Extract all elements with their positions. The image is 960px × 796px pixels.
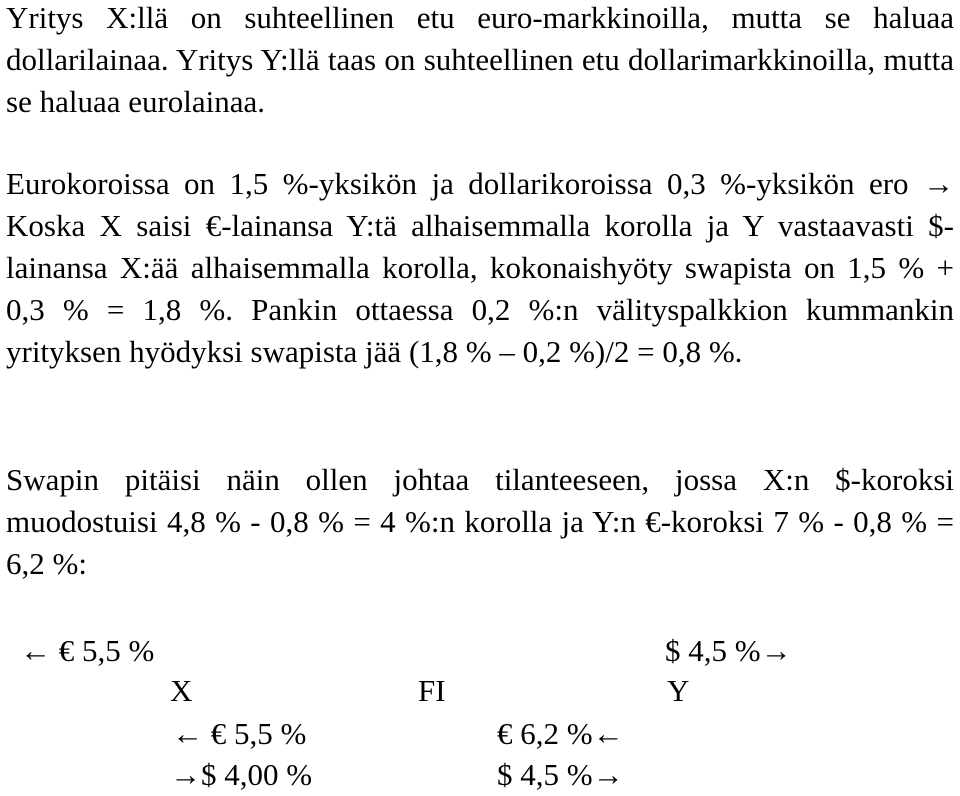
paragraph-swap-outcome: Swapin pitäisi näin ollen johtaa tilanteeseen, jossa X:n $-koroksi muodostuisi 4,8 % - 0,8 % = 4 %:n korolla ja Y:n €-koroksi 7 % - 0,8 % = 6,2 %:: [6, 462, 954, 581]
paragraph-interest-difference: Eurokoroissa on 1,5 %-yksikön ja dollarikoroissa 0,3 %-yksikön ero → Koska X saisi €-lainansa Y:tä alhaisemmalla korolla ja Y vastaavasti $-lainansa X:ää alhaisemmalla korolla, kokonaishyöty swapista on 1,5 % + 0,3 % = 1,8 %. Pankin ottaessa 0,2 %:n välityspalkkion kummankin yrityksen hyödyksi swapista jää (1,8 % – 0,2 %)/2 = 0,8 %.: [6, 166, 954, 369]
x-external-euro-rate: ← € 5,5 %: [20, 633, 155, 668]
y-external-dollar-rate: $ 4,5 %→: [665, 633, 792, 668]
y-to-fi-dollar-rate: $ 4,5 %→: [497, 757, 624, 792]
intermediary-label: FI: [418, 673, 446, 708]
party-y-label: Y: [667, 673, 690, 708]
fi-to-x-dollar-rate: →$ 4,00 %: [170, 757, 313, 792]
fi-to-y-euro-rate: € 6,2 %←: [497, 716, 624, 751]
paragraph-comparative-advantage: Yritys X:llä on suhteellinen etu euro-markkinoilla, mutta se haluaa dollarilainaa. Yritys Y:llä taas on suhteellinen etu dollarimarkkinoilla, mutta se haluaa eurolainaa.: [6, 0, 954, 119]
x-to-fi-euro-rate: ← € 5,5 %: [172, 716, 307, 751]
party-x-label: X: [170, 673, 193, 708]
